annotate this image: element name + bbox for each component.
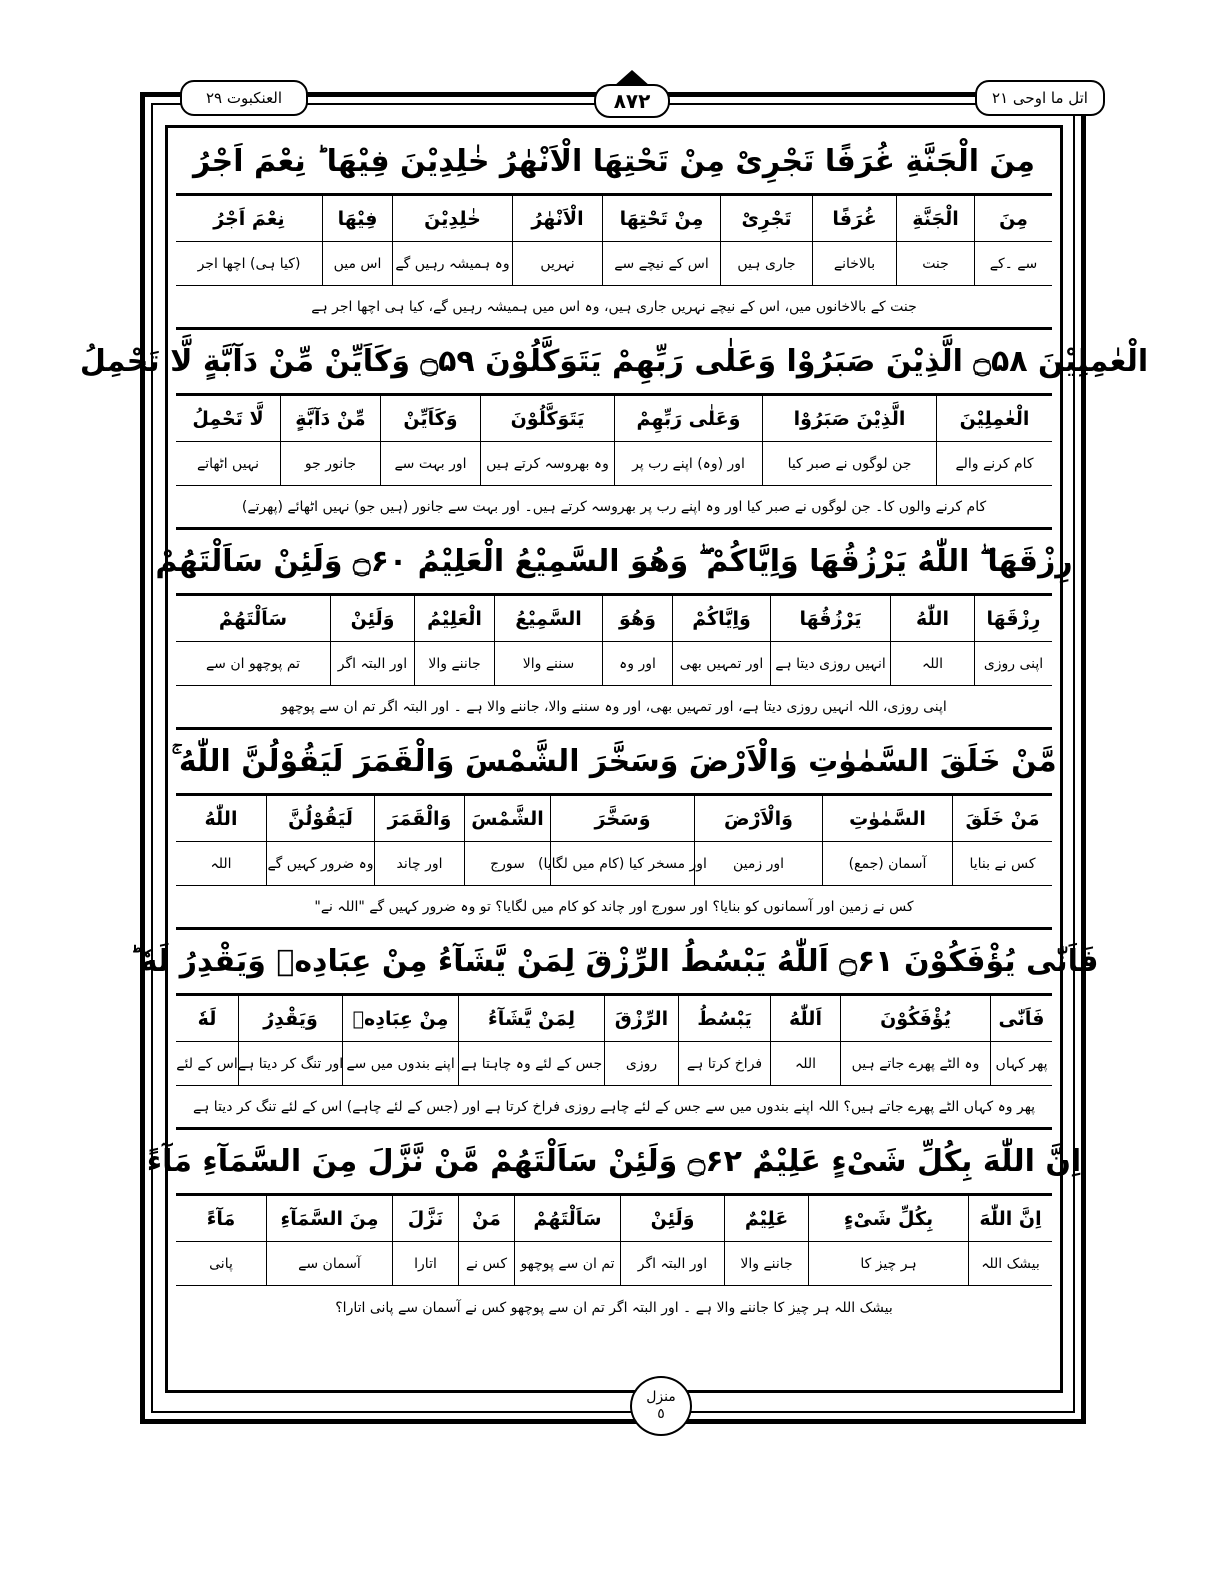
meaning-row xyxy=(176,242,1052,286)
word-row xyxy=(176,396,1052,442)
meaning-cell: بیشک اللہ xyxy=(968,1242,1052,1285)
meaning-cell: اس کے نیچے سے xyxy=(602,242,720,285)
urdu-translation: جنت کے بالاخانوں میں، اس کے نیچے نہریں جاری ہیں، وہ اس میں ہمیشہ رہیں گے، کیا ہی اچھا اجر ہے xyxy=(176,286,1052,330)
verse-block-5 xyxy=(129,930,1099,1130)
meaning-cell: جس کے لئے وہ چاہتا ہے xyxy=(458,1042,604,1085)
word-cell: تَجْرِیْ xyxy=(720,196,812,241)
meaning-cell: سننے والا xyxy=(494,642,602,685)
meaning-cell: تم پوچھو ان سے xyxy=(205,655,301,672)
meaning-cell: اپنے بندوں میں سے xyxy=(342,1042,458,1085)
verse-block-2 xyxy=(79,330,1149,530)
word-cell: مِنَ xyxy=(974,196,1052,241)
word-cell: سَاَلْتَهُمْ xyxy=(218,607,288,630)
word-cell: اَللّٰهُ xyxy=(770,996,840,1041)
word-cell: السَّمِیْعُ xyxy=(494,596,602,641)
word-cell: وَسَخَّرَ xyxy=(550,796,694,841)
word-cell: اللّٰهُ xyxy=(890,596,974,641)
word-cell: نِعْمَ اَجْرُ xyxy=(213,207,285,230)
word-cell: اللّٰهُ xyxy=(204,807,238,830)
word-cell: الْاَنْهٰرُ xyxy=(512,196,602,241)
arabic-verse-line: الْعٰمِلِیْنَ ۝۵۸ الَّذِیْنَ صَبَرُوْا وَعَلٰی رَبِّهِمْ یَتَوَكَّلُوْنَ ۝۵۹ وَكَاَیِّنْ مِّنْ دَآبَّةٍ لَّا تَحْمِلُ xyxy=(176,330,1052,396)
manzil-label: منزل xyxy=(646,1389,676,1405)
page-number: ٨٧٢ xyxy=(594,84,670,118)
word-row xyxy=(176,996,1052,1042)
meaning-cell: بالاخانے xyxy=(812,242,896,285)
meaning-cell: اس کے لئے xyxy=(176,1055,238,1072)
word-cell: مَنْ xyxy=(458,1196,514,1241)
meaning-cell: اتارا xyxy=(392,1242,458,1285)
word-cell: وَاِیَّاكُمْ xyxy=(672,596,770,641)
word-cell: وَیَقْدِرُ xyxy=(238,996,342,1041)
meaning-cell: اور (وہ) اپنے رب پر xyxy=(614,442,762,485)
meaning-cell: اور بہت سے xyxy=(380,442,480,485)
word-cell: وَالْاَرْضَ xyxy=(694,796,822,841)
meaning-row xyxy=(176,1242,1052,1286)
meaning-cell: سورج xyxy=(464,842,550,885)
word-cell: لَیَقُوْلُنَّ xyxy=(266,796,374,841)
word-cell: مِنْ عِبَادِهٖ xyxy=(342,996,458,1041)
arabic-verse-line: فَاَنّٰی یُؤْفَكُوْنَ ۝۶۱ اَللّٰهُ یَبْسُطُ الرِّزْقَ لِمَنْ یَّشَآءُ مِنْ عِبَادِهٖ وَیَقْدِرُ لَهٗ ؕ xyxy=(176,930,1052,996)
word-cell: غُرَفًا xyxy=(812,196,896,241)
meaning-cell: کام کرنے والے xyxy=(936,442,1052,485)
word-cell: یَرْزُقُهَا xyxy=(770,596,890,641)
urdu-translation: اپنی روزی، اللہ انہیں روزی دیتا ہے، اور تمہیں بھی، اور وہ سننے والا، جاننے والا ہے ۔ اور البتہ اگر تم ان سے پوچھو xyxy=(176,686,1052,730)
meaning-cell: آسمان (جمع) xyxy=(822,842,952,885)
meaning-row xyxy=(176,642,1052,686)
meaning-cell: اللہ xyxy=(770,1042,840,1085)
word-cell: یَتَوَكَّلُوْنَ xyxy=(480,396,614,441)
urdu-translation: کام کرنے والوں کا۔ جن لوگوں نے صبر کیا اور وہ اپنے رب پر بھروسہ کرتے ہیں۔ اور بہت سے جانور (ہیں جو) نہیں اٹھائے (پھرتے) xyxy=(176,486,1052,530)
meaning-cell: اور تنگ کر دیتا ہے xyxy=(238,1042,342,1085)
arabic-verse-line: اِنَّ اللّٰهَ بِكُلِّ شَیْءٍ عَلِیْمٌ ۝۶۲ وَلَئِنْ سَاَلْتَهُمْ مَّنْ نَّزَّلَ مِنَ السَّمَآءِ مَآءً xyxy=(176,1130,1052,1196)
word-cell: السَّمٰوٰتِ xyxy=(822,796,952,841)
word-cell: لِمَنْ یَّشَآءُ xyxy=(458,996,604,1041)
verse-block-3 xyxy=(155,530,1073,730)
meaning-cell: اللہ xyxy=(890,642,974,685)
meaning-cell: کس نے xyxy=(458,1242,514,1285)
word-cell: نَزَّلَ xyxy=(392,1196,458,1241)
meaning-cell: نہیں اٹھاتے xyxy=(196,455,260,472)
word-row xyxy=(176,596,1052,642)
meaning-cell: فراخ کرتا ہے xyxy=(678,1042,770,1085)
word-cell: وَلَئِنْ xyxy=(330,596,414,641)
word-cell: وَلَئِنْ xyxy=(620,1196,724,1241)
verse-block-6 xyxy=(146,1130,1082,1330)
meaning-cell: وہ بھروسہ کرتے ہیں xyxy=(480,442,614,485)
meaning-cell: جانور جو xyxy=(280,442,380,485)
meaning-cell: سے ۔کے xyxy=(974,242,1052,285)
word-cell: الْعٰمِلِیْنَ xyxy=(936,396,1052,441)
word-cell: الْعَلِیْمُ xyxy=(414,596,494,641)
word-row xyxy=(176,196,1052,242)
word-cell: وَالْقَمَرَ xyxy=(374,796,464,841)
meaning-cell: پانی xyxy=(209,1255,233,1272)
meaning-cell: انہیں روزی دیتا ہے xyxy=(770,642,890,685)
meaning-cell: جاری ہیں xyxy=(720,242,812,285)
word-cell: اِنَّ اللّٰهَ xyxy=(968,1196,1052,1241)
word-cell: فَاَنّٰی xyxy=(990,996,1052,1041)
word-cell: خٰلِدِیْنَ xyxy=(392,196,512,241)
manzil-marker xyxy=(630,1376,692,1436)
arabic-verse-line: رِزْقَهَا ۖ اللّٰهُ یَرْزُقُهَا وَاِیَّاكُمْ ۖ وَهُوَ السَّمِیْعُ الْعَلِیْمُ ۝۶۰ وَلَئِنْ سَاَلْتَهُمْ xyxy=(176,530,1052,596)
word-cell: الرِّزْقَ xyxy=(604,996,678,1041)
word-cell: مِنَ السَّمَآءِ xyxy=(266,1196,392,1241)
meaning-row xyxy=(176,442,1052,486)
word-cell: وَكَاَیِّنْ xyxy=(380,396,480,441)
meaning-cell: اور چاند xyxy=(374,842,464,885)
word-cell: بِكُلِّ شَیْءٍ xyxy=(808,1196,968,1241)
urdu-translation: کس نے زمین اور آسمانوں کو بنایا؟ اور سورج اور چاند کو کام میں لگایا؟ تو وہ ضرور کہیں گے "اللہ نے" xyxy=(176,886,1052,930)
urdu-translation: پھر وہ کہاں الٹے پھرے جاتے ہیں؟ اللہ اپنے بندوں میں سے جس کے لئے چاہے روزی فراخ کرتا ہے اور (جس کے لئے چاہے) اس کے لئے تنگ کر دیتا ہے xyxy=(176,1086,1052,1130)
word-cell: لَهٗ xyxy=(197,1007,217,1030)
meaning-cell: نہریں xyxy=(512,242,602,285)
meaning-cell: وہ ضرور کہیں گے xyxy=(266,842,374,885)
verse-content xyxy=(79,130,1149,1330)
meaning-cell: اور مسخر کیا (کام میں لگایا) xyxy=(550,842,694,885)
meaning-cell: اس میں xyxy=(322,242,392,285)
meaning-cell: تم ان سے پوچھو xyxy=(514,1242,620,1285)
urdu-translation: بیشک اللہ ہر چیز کا جاننے والا ہے ۔ اور البتہ اگر تم ان سے پوچھو کس نے آسمان سے پانی اتارا؟ xyxy=(335,1300,893,1316)
arabic-verse-line: مِنَ الْجَنَّةِ غُرَفًا تَجْرِیْ مِنْ تَحْتِهَا الْاَنْهٰرُ خٰلِدِیْنَ فِیْهَا ؕ نِعْمَ اَجْرُ xyxy=(176,130,1052,196)
word-cell: یَبْسُطُ xyxy=(678,996,770,1041)
word-cell: سَاَلْتَهُمْ xyxy=(514,1196,620,1241)
word-cell: مَآءً xyxy=(206,1207,236,1230)
meaning-cell: اور البتہ اگر xyxy=(620,1242,724,1285)
meaning-cell: جاننے والا xyxy=(414,642,494,685)
meaning-cell: جنت xyxy=(896,242,974,285)
meaning-cell: اور البتہ اگر xyxy=(330,642,414,685)
word-cell: الَّذِیْنَ صَبَرُوْا xyxy=(762,396,936,441)
meaning-cell: اور وہ xyxy=(602,642,672,685)
word-cell: مِنْ تَحْتِهَا xyxy=(602,196,720,241)
verse-block-4 xyxy=(171,730,1057,930)
meaning-cell: اللہ xyxy=(210,855,232,872)
meaning-cell: اپنی روزی xyxy=(974,642,1052,685)
word-cell: الْجَنَّةِ xyxy=(896,196,974,241)
meaning-cell: کس نے بنایا xyxy=(952,842,1052,885)
meaning-cell: اور زمین xyxy=(694,842,822,885)
word-cell: لَّا تَحْمِلُ xyxy=(192,407,264,430)
meaning-cell: اور تمہیں بھی xyxy=(672,642,770,685)
word-cell: یُؤْفَكُوْنَ xyxy=(840,996,990,1041)
word-cell: الشَّمْسَ xyxy=(464,796,550,841)
word-cell: رِزْقَهَا xyxy=(974,596,1052,641)
meaning-cell: روزی xyxy=(604,1042,678,1085)
arabic-verse-line: مَّنْ خَلَقَ السَّمٰوٰتِ وَالْاَرْضَ وَسَخَّرَ الشَّمْسَ وَالْقَمَرَ لَیَقُوْلُنَّ اللّٰهُ ۚ xyxy=(176,730,1052,796)
meaning-cell: جن لوگوں نے صبر کیا xyxy=(762,442,936,485)
word-row xyxy=(176,1196,1052,1242)
meaning-cell: ہر چیز کا xyxy=(808,1242,968,1285)
manzil-number: ٥ xyxy=(657,1406,665,1422)
word-cell: عَلِیْمٌ xyxy=(724,1196,808,1241)
meaning-row xyxy=(176,842,1052,886)
word-cell: مِّنْ دَآبَّةٍ xyxy=(280,396,380,441)
word-cell: فِیْهَا xyxy=(322,196,392,241)
meaning-cell: (کیا ہی) اچھا اجر xyxy=(197,255,301,272)
meaning-cell: وہ الٹے پھرے جاتے ہیں xyxy=(840,1042,990,1085)
meaning-row xyxy=(176,1042,1052,1086)
meaning-cell: جاننے والا xyxy=(724,1242,808,1285)
meaning-cell: آسمان سے xyxy=(266,1242,392,1285)
word-cell: وَهُوَ xyxy=(602,596,672,641)
verse-block-1 xyxy=(176,130,1052,330)
meaning-cell: وہ ہمیشہ رہیں گے xyxy=(392,242,512,285)
word-row xyxy=(176,796,1052,842)
juz-name-label: اتل ما اوحی ٢١ xyxy=(975,80,1105,116)
word-cell: مَنْ خَلَقَ xyxy=(952,796,1052,841)
surah-name-label: العنکبوت ٢٩ xyxy=(180,80,308,116)
meaning-cell: پھر کہاں xyxy=(990,1042,1052,1085)
word-cell: وَعَلٰی رَبِّهِمْ xyxy=(614,396,762,441)
